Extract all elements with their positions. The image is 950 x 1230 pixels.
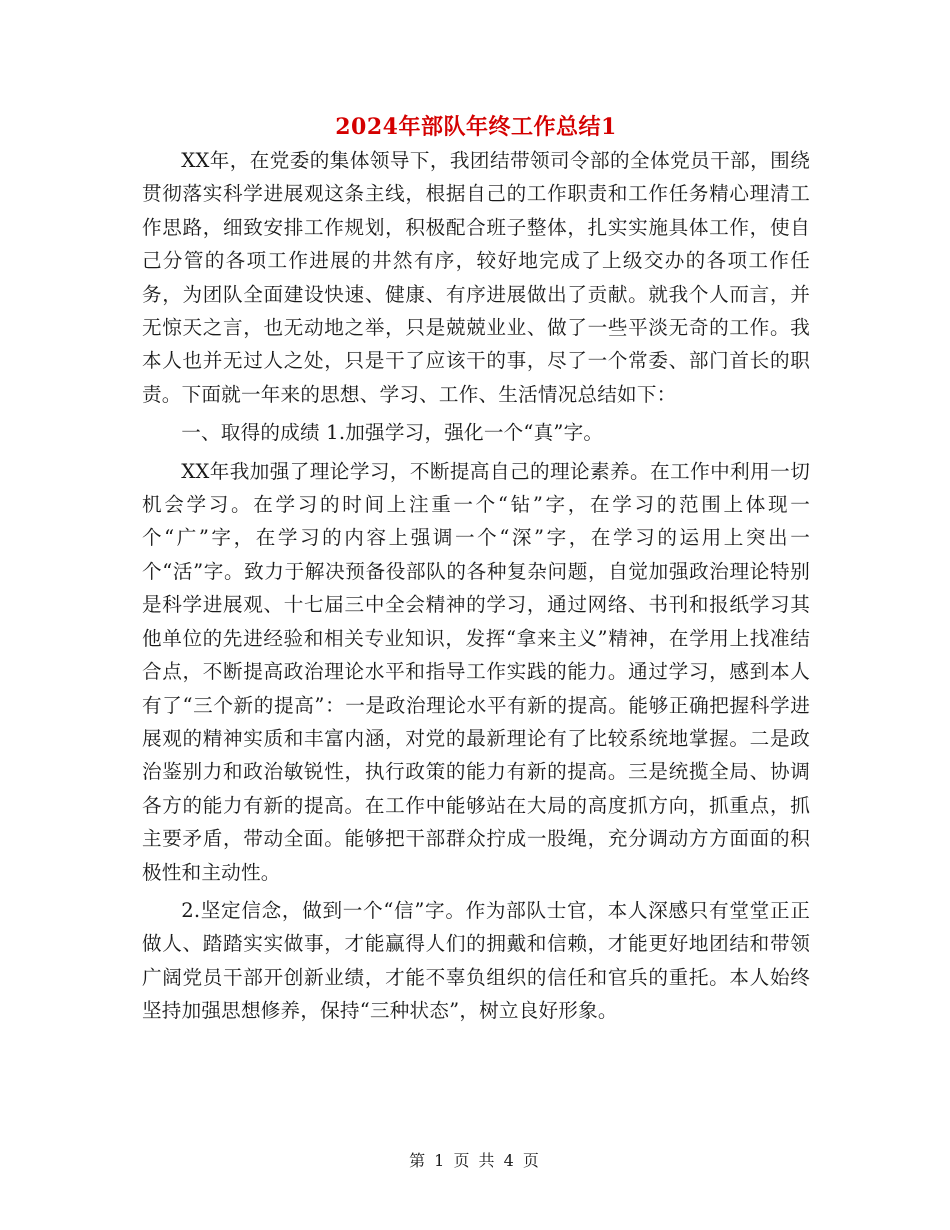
document-body — [142, 144, 810, 1028]
paragraph-study: XX年我加强了理论学习，不断提高自己的理论素养。在工作中利用一切机会学习。在学习的时间上注重一个“钻”字，在学习的范围上体现一个“广”字，在学习的内容上强调一个“深”字，在学习的运用上突出一个“活”字。致力于解决预备役部队的各种复杂问题，自觉加强政治理论特别是科学进展观、十七届三中全会精神的学习，通过网络、书刊和报纸学习其他单位的先进经验和相关专业知识，发挥“拿来主义”精神，在学用上找准结合点，不断提高政治理论水平和指导工作实践的能力。通过学习，感到本人有了“三个新的提高”：一是政治理论水平有新的提高。能够正确把握科学进展观的精神实质和丰富内涵，对党的最新理论有了比较系统地掌握。二是政治鉴别力和政治敏锐性，执行政策的能力有新的提高。三是统揽全局、协调各方的能力有新的提高。在工作中能够站在大局的高度抓方向，抓重点，抓主要矛盾，带动全面。能够把干部群众拧成一股绳，充分调动方方面面的积极性和主动性。 — [142, 459, 810, 884]
paragraph-intro: XX年，在党委的集体领导下，我团结带领司令部的全体党员干部，围绕贯彻落实科学进展观这条主线，根据自己的工作职责和工作任务精心理清工作思路，细致安排工作规划，积极配合班子整体，扎实实施具体工作，使自己分管的各项工作进展的井然有序，较好地完成了上级交办的各项工作任务，为团队全面建设快速、健康、有序进展做出了贡献。就我个人而言，并无惊天之言，也无动地之举，只是兢兢业业、做了一些平淡无奇的工作。我本人也并无过人之处，只是干了应该干的事，尽了一个常委、部门首长的职责。下面就一年来的思想、学习、工作、生活情况总结如下： — [142, 149, 810, 406]
paragraph-section-heading: 一、取得的成绩 1.加强学习，强化一个“真”字。 — [181, 421, 604, 445]
paragraph-belief: 2.坚定信念，做到一个“信”字。作为部队士官，本人深感只有堂堂正正做人、踏踏实实做事，才能赢得人们的拥戴和信赖，才能更好地团结和带领广阔党员干部开创新业绩，才能不辜负组织的信任和官兵的重托。本人始终坚持加强思想修养，保持“三种状态”，树立良好形象。 — [142, 898, 810, 1023]
page-number-footer: 第 1 页 共 4 页 — [409, 1151, 541, 1170]
document-title: 2024年部队年终工作总结1 — [335, 114, 617, 140]
